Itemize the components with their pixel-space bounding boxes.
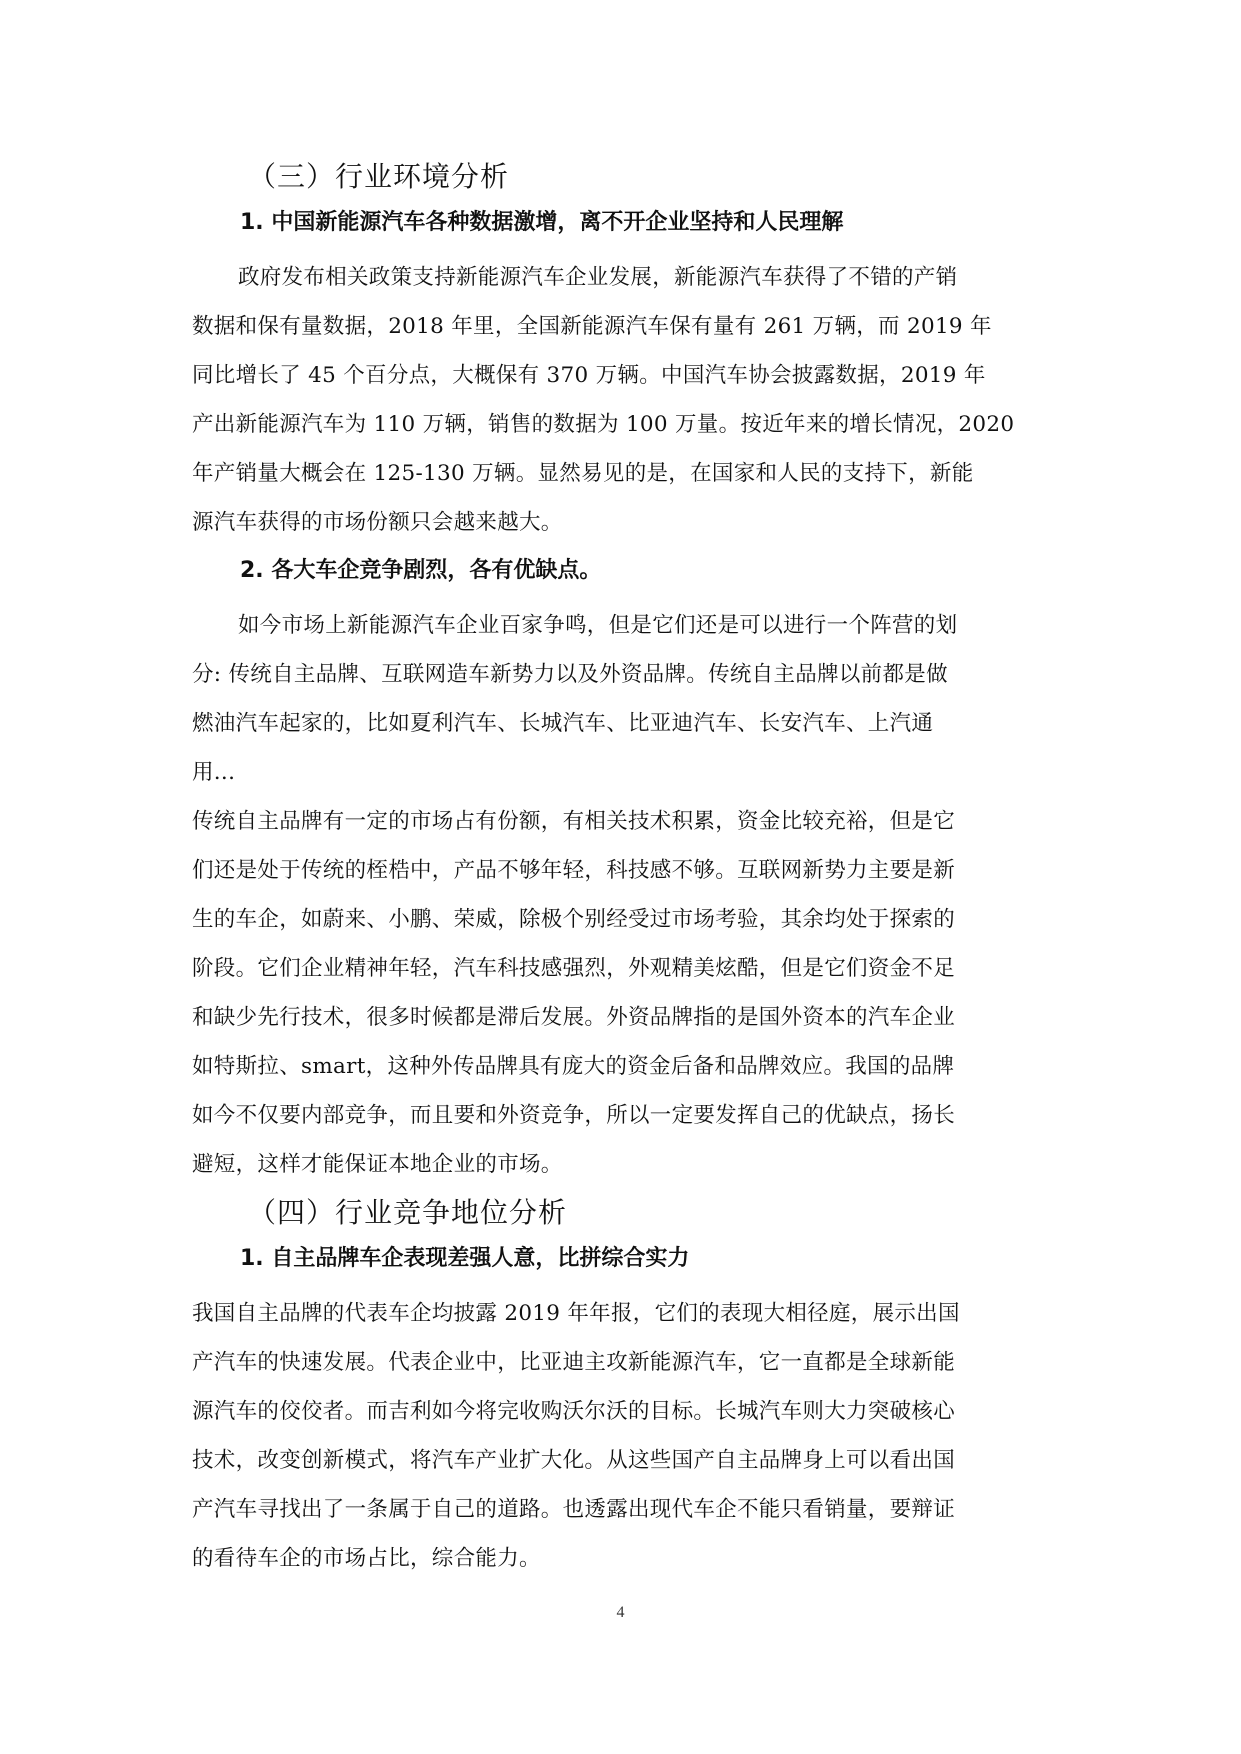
- paragraph-line: 用...: [192, 760, 236, 785]
- paragraph-line: 如特斯拉、smart，这种外传品牌具有庞大的资金后备和品牌效应。我国的品牌: [192, 1054, 955, 1079]
- paragraph-line: 如今不仅要内部竞争，而且要和外资竞争，所以一定要发挥自己的优缺点，扬长: [192, 1103, 956, 1128]
- section-heading-industry-environment: （三）行业环境分析: [248, 160, 510, 193]
- paragraph-line: 阶段。它们企业精神年轻，汽车科技感强烈，外观精美炫酷，但是它们资金不足: [192, 956, 956, 981]
- paragraph-competition: [192, 601, 1062, 1189]
- paragraph-line: 传统自主品牌有一定的市场占有份额，有相关技术积累，资金比较充裕，但是它: [192, 809, 956, 834]
- section-heading-competitive-position: （四）行业竞争地位分析: [248, 1196, 568, 1229]
- paragraph-line: 技术，改变创新模式，将汽车产业扩大化。从这些国产自主品牌身上可以看出国: [192, 1448, 956, 1473]
- page-number: 4: [616, 1604, 625, 1621]
- paragraph-line: 政府发布相关政策支持新能源汽车企业发展，新能源汽车获得了不错的产销: [238, 265, 958, 290]
- paragraph-line: 和缺少先行技术，很多时候都是滞后发展。外资品牌指的是国外资本的汽车企业: [192, 1005, 956, 1030]
- paragraph-line: 同比增长了 45 个百分点，大概保有 370 万辆。中国汽车协会披露数据，2019 年: [192, 363, 986, 388]
- page-content: [192, 157, 1062, 1583]
- paragraph-line: 源汽车获得的市场份额只会越来越大。: [192, 510, 563, 535]
- paragraph-data-surge: [192, 253, 1062, 547]
- paragraph-line: 年产销量大概会在 125-130 万辆。显然易见的是，在国家和人民的支持下，新能: [192, 461, 974, 486]
- subheading-domestic-brands: 1. 自主品牌车企表现差强人意，比拼综合实力: [240, 1246, 690, 1271]
- paragraph-line: 分: 传统自主品牌、互联网造车新势力以及外资品牌。传统自主品牌以前都是做: [192, 662, 948, 687]
- paragraph-line: 产汽车的快速发展。代表企业中，比亚迪主攻新能源汽车，它一直都是全球新能: [192, 1350, 956, 1375]
- subheading-competition: 2. 各大车企竞争剧烈，各有优缺点。: [240, 558, 602, 583]
- paragraph-line: 的看待车企的市场占比，综合能力。: [192, 1546, 541, 1571]
- paragraph-line: 燃油汽车起家的，比如夏利汽车、长城汽车、比亚迪汽车、长安汽车、上汽通: [192, 711, 934, 736]
- paragraph-line: 数据和保有量数据，2018 年里，全国新能源汽车保有量有 261 万辆，而 2019 年: [192, 314, 992, 339]
- paragraph-line: 产汽车寻找出了一条属于自己的道路。也透露出现代车企不能只看销量，要辩证: [192, 1497, 956, 1522]
- paragraph-line: 产出新能源汽车为 110 万辆，销售的数据为 100 万量。按近年来的增长情况，2020: [192, 412, 1015, 437]
- paragraph-line: 生的车企，如蔚来、小鹏、荣威，除极个别经受过市场考验，其余均处于探索的: [192, 907, 956, 932]
- paragraph-line: 避短，这样才能保证本地企业的市场。: [192, 1152, 563, 1177]
- paragraph-line: 源汽车的佼佼者。而吉利如今将完收购沃尔沃的目标。长城汽车则大力突破核心: [192, 1399, 956, 1424]
- paragraph-domestic-brands: [192, 1289, 1062, 1583]
- paragraph-line: 如今市场上新能源汽车企业百家争鸣，但是它们还是可以进行一个阵营的划: [238, 613, 958, 638]
- paragraph-line: 我国自主品牌的代表车企均披露 2019 年年报，它们的表现大相径庭，展示出国: [192, 1301, 960, 1326]
- subheading-data-surge: 1. 中国新能源汽车各种数据激增，离不开企业坚持和人民理解: [240, 210, 844, 235]
- paragraph-line: 们还是处于传统的桎梏中，产品不够年轻，科技感不够。互联网新势力主要是新: [192, 858, 956, 883]
